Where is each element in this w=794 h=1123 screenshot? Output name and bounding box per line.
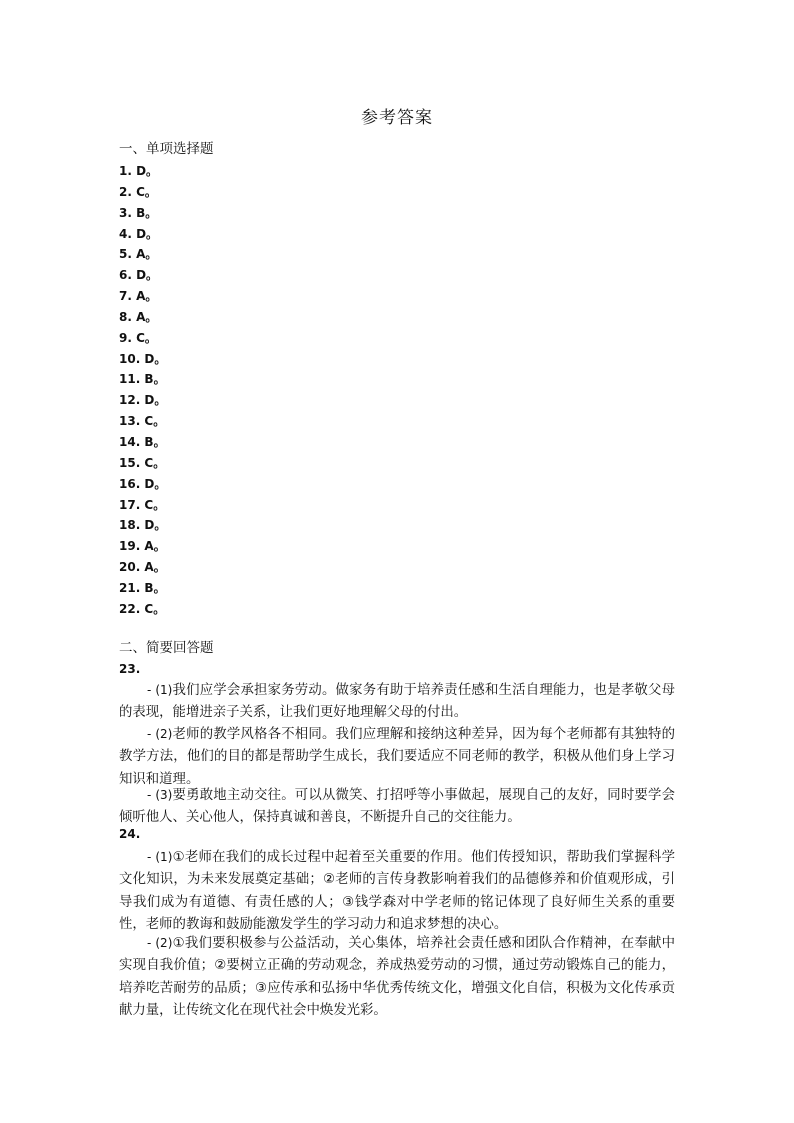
page-title: 参考答案 xyxy=(361,108,433,128)
part-label: - (3) xyxy=(147,788,173,802)
answer-item: 14. B。 xyxy=(119,434,166,449)
part-text: ①我们要积极参与公益活动，关心集体，培养社会责任感和团队合作精神，在奉献中实现自我价值；②要树立正确的劳动观念，养成热爱劳动的习惯，通过劳动锻炼自己的能力，培养吃苦耐劳的品质；③应传承和弘扬中华优秀传统文化，增强文化自信，积极为文化传承贡献力量，让传统文化在现代社会中焕发光彩。 xyxy=(119,936,675,1018)
answer-item: 17. C。 xyxy=(119,497,166,512)
q24-part1 xyxy=(119,846,675,936)
part-text: 要勇敢地主动交往。可以从微笑、打招呼等小事做起，展现自己的友好，同时要学会倾听他人、关心他人，保持真诚和善良，不断提升自己的交往能力。 xyxy=(119,788,675,826)
q23-part2 xyxy=(119,723,675,791)
answer-item: 11. B。 xyxy=(119,372,166,387)
section-heading-short-answer: 二、简要回答题 xyxy=(119,640,214,656)
part-text: 我们应学会承担家务劳动。做家务有助于培养责任感和生活自理能力，也是孝敬父母的表现，能增进亲子关系，让我们更好地理解父母的付出。 xyxy=(119,683,675,721)
answer-item: 20. A。 xyxy=(119,560,166,575)
answer-item: 5. A。 xyxy=(119,247,158,262)
q23-part1 xyxy=(119,679,675,725)
question-number-24: 24. xyxy=(119,827,141,841)
part-label: - (1) xyxy=(147,850,173,864)
answer-item: 2. C。 xyxy=(119,184,157,199)
part-text: 老师的教学风格各不相同。我们应理解和接纳这种差异，因为每个老师都有其独特的教学方法，他们的目的都是帮助学生成长，我们要适应不同老师的教学，积极从他们身上学习知识和道理。 xyxy=(119,727,675,787)
answer-item: 18. D。 xyxy=(119,518,167,533)
answer-item: 21. B。 xyxy=(119,580,166,595)
answer-item: 22. C。 xyxy=(119,601,166,616)
q23-part3 xyxy=(119,784,675,830)
section-heading-multiple-choice: 一、单项选择题 xyxy=(119,141,214,157)
answer-item: 8. A。 xyxy=(119,309,158,324)
q24-part2 xyxy=(119,932,675,1022)
answer-item: 9. C。 xyxy=(119,330,157,345)
part-text: ①老师在我们的成长过程中起着至关重要的作用。他们传授知识，帮助我们掌握科学文化知识，为未来发展奠定基础；②老师的言传身教影响着我们的品德修养和价值观形成，引导我们成为有道德、有责任感的人；③钱学森对中学老师的铭记体现了良好师生关系的重要性，老师的教诲和鼓励能激发学生的学习动力和追求梦想的决心。 xyxy=(119,850,675,932)
part-label: - (1) xyxy=(147,683,173,697)
part-label: - (2) xyxy=(147,936,173,950)
part-label: - (2) xyxy=(147,727,173,741)
answer-item: 3. B。 xyxy=(119,205,158,220)
answer-item: 19. A。 xyxy=(119,539,166,554)
answer-item: 6. D。 xyxy=(119,268,159,283)
answer-item: 1. D。 xyxy=(119,164,159,178)
answer-item: 16. D。 xyxy=(119,476,167,491)
answer-item: 7. A。 xyxy=(119,289,158,304)
question-number-23: 23. xyxy=(119,662,141,676)
answer-item: 13. C。 xyxy=(119,414,166,429)
answer-item: 10. D。 xyxy=(119,351,167,366)
answer-item: 4. D。 xyxy=(119,226,159,241)
answer-item: 15. C。 xyxy=(119,455,166,470)
answer-list xyxy=(119,161,166,620)
answer-item: 12. D。 xyxy=(119,393,167,408)
